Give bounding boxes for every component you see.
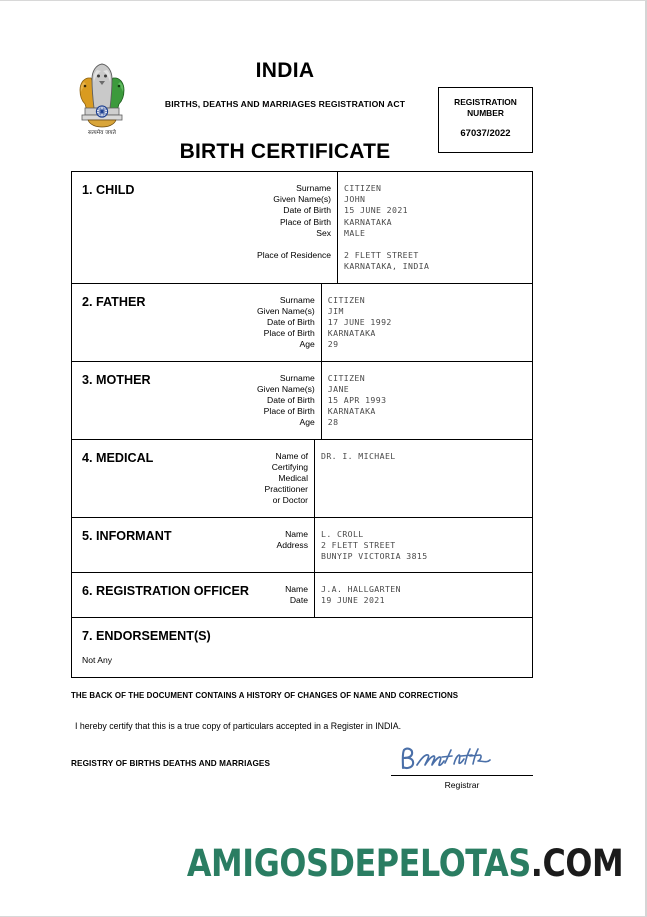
section-endorsements-title: 7. ENDORSEMENT(S) xyxy=(82,628,211,643)
label-given-names: Given Name(s) xyxy=(273,194,332,205)
emblem-motto: सत्यमेव जयते xyxy=(88,130,116,136)
label-mother-given-names: Given Name(s) xyxy=(257,383,315,394)
registration-number-value: 67037/2022 xyxy=(460,128,511,139)
value-mother-age: 28 xyxy=(327,417,339,428)
certification-statement: I hereby certify that this is a true copy of particulars accepted in a Register in INDIA. xyxy=(75,721,402,731)
section-medical-values xyxy=(314,440,532,517)
section-registration-officer xyxy=(72,573,532,617)
value-place-of-birth: KARNATAKA xyxy=(344,216,393,227)
label-father-surname: Surname xyxy=(279,294,315,305)
value-father-age: 29 xyxy=(327,339,339,350)
section-informant-values xyxy=(314,518,532,573)
value-officer-date: 19 JUNE 2021 xyxy=(321,595,385,606)
label-informant-address: Address xyxy=(276,539,308,550)
certificate-footer xyxy=(71,691,533,801)
section-father-labels xyxy=(257,284,321,361)
label-mother-date-of-birth: Date of Birth xyxy=(267,395,315,406)
value-sex: MALE xyxy=(344,227,366,238)
section-endorsements-body: Not Any xyxy=(82,654,113,665)
registration-number-box xyxy=(438,87,533,153)
value-residence-line2: KARNATAKA, INDIA xyxy=(344,261,430,272)
section-child-labels xyxy=(257,172,337,283)
value-surname: CITIZEN xyxy=(344,183,382,193)
value-informant-address-line2: BUNYIP VICTORIA 3815 xyxy=(321,551,428,562)
certificate-details-table xyxy=(71,171,533,678)
value-mother-place-of-birth: KARNATAKA xyxy=(327,406,376,417)
registry-office-label: REGISTRY OF BIRTHS DEATHS AND MARRIAGES xyxy=(71,759,271,768)
value-mother-surname: CITIZEN xyxy=(327,372,366,383)
section-medical-labels xyxy=(257,440,314,517)
section-father xyxy=(72,284,532,362)
section-registration-officer-labels xyxy=(257,573,314,616)
label-mother-surname: Surname xyxy=(279,372,315,383)
site-watermark xyxy=(89,844,637,884)
value-father-surname: CITIZEN xyxy=(327,294,366,305)
registration-number-label-line1: REGISTRATION xyxy=(454,97,517,107)
value-certifying-practitioner: DR. I. MICHAEL xyxy=(321,450,396,461)
label-father-date-of-birth: Date of Birth xyxy=(267,317,315,328)
watermark-tld: .COM xyxy=(530,842,624,885)
section-mother-labels xyxy=(257,362,321,439)
value-residence-line1: 2 FLETT STREET xyxy=(344,250,419,261)
section-child-values xyxy=(337,172,532,283)
label-date-of-birth: Date of Birth xyxy=(283,205,332,216)
section-medical xyxy=(72,440,532,518)
label-sex: Sex xyxy=(316,227,332,238)
label-father-place-of-birth: Place of Birth xyxy=(263,328,315,339)
value-father-given-names: JIM xyxy=(327,305,344,316)
section-informant xyxy=(72,518,532,574)
registration-act-line: BIRTHS, DEATHS AND MARRIAGES REGISTRATION ACT xyxy=(164,99,406,109)
registrar-caption: Registrar xyxy=(444,780,480,790)
section-mother xyxy=(72,362,532,440)
value-mother-given-names: JANE xyxy=(327,383,350,394)
section-mother-title: 3. MOTHER xyxy=(82,372,151,387)
value-date-of-birth: 15 JUNE 2021 xyxy=(344,205,408,216)
back-of-document-notice: THE BACK OF THE DOCUMENT CONTAINS A HISTORY OF CHANGES OF NAME AND CORRECTIONS xyxy=(71,691,459,700)
section-child-title: 1. CHILD xyxy=(82,183,135,197)
registration-number-label-line2: NUMBER xyxy=(467,108,504,118)
section-child xyxy=(72,172,532,284)
document-title: BIRTH CERTIFICATE xyxy=(179,140,391,163)
label-officer-date: Date xyxy=(289,595,308,606)
section-father-values xyxy=(321,284,532,361)
value-officer-name: J.A. HALLGARTEN xyxy=(321,584,401,595)
section-endorsements xyxy=(72,618,532,677)
signature-block xyxy=(391,743,533,790)
label-father-given-names: Given Name(s) xyxy=(257,305,315,316)
value-father-place-of-birth: KARNATAKA xyxy=(327,328,376,339)
label-informant-name: Name xyxy=(285,528,308,539)
label-officer-name: Name xyxy=(285,584,308,595)
label-surname: Surname xyxy=(296,183,332,193)
label-mother-place-of-birth: Place of Birth xyxy=(263,406,315,417)
label-mother-age: Age xyxy=(299,417,315,428)
value-informant-address-line1: 2 FLETT STREET xyxy=(321,539,396,550)
section-medical-title: 4. MEDICAL xyxy=(82,450,154,465)
value-informant-name: L. CROLL xyxy=(321,528,364,539)
section-registration-officer-values xyxy=(314,573,532,616)
label-certifying-practitioner: Name of Certifying Medical Practitioner or Doctor xyxy=(264,450,308,506)
signature-rule xyxy=(391,775,533,776)
registry-signature-row xyxy=(71,757,533,801)
country-title: INDIA xyxy=(255,59,315,82)
section-informant-title: 5. INFORMANT xyxy=(82,528,172,543)
section-father-title: 2. FATHER xyxy=(82,294,146,309)
label-place-of-birth: Place of Birth xyxy=(279,216,332,227)
section-informant-labels xyxy=(257,518,314,573)
section-mother-values xyxy=(321,362,532,439)
value-mother-date-of-birth: 15 APR 1993 xyxy=(327,395,387,406)
certificate-header xyxy=(0,1,647,169)
value-father-date-of-birth: 17 JUNE 1992 xyxy=(327,317,392,328)
section-registration-officer-title: 6. REGISTRATION OFFICER xyxy=(82,584,249,599)
watermark-site-name: AMIGOSDEPELOTAS xyxy=(186,842,531,885)
label-place-of-residence: Place of Residence xyxy=(257,250,332,261)
india-national-emblem-icon xyxy=(74,56,130,136)
registrar-signature-icon xyxy=(391,743,533,775)
label-father-age: Age xyxy=(299,339,315,350)
value-given-names: JOHN xyxy=(344,194,366,205)
